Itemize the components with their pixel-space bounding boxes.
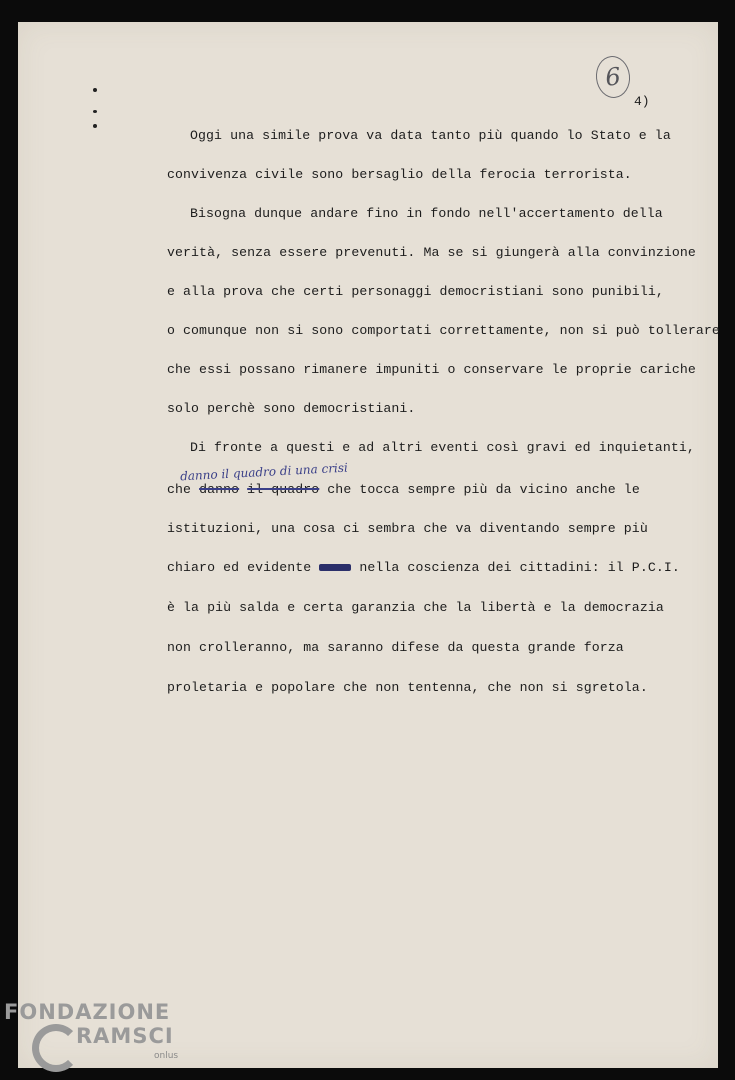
watermark-line1: FONDAZIONE <box>4 1000 171 1024</box>
document-page <box>18 22 718 1068</box>
text-line-corrected <box>167 482 640 497</box>
page-number: 4) <box>634 94 650 109</box>
text-line: convivenza civile sono bersaglio della ferocia terrorista. <box>167 167 632 182</box>
fondazione-gramsci-watermark <box>4 1000 194 1078</box>
text-line: proletaria e popolare che non tentenna, che non si sgretola. <box>167 680 648 695</box>
text-line: solo perchè sono democristiani. <box>167 401 416 416</box>
struck-word: il quadro <box>247 482 320 497</box>
struck-word <box>319 564 351 571</box>
text-line: verità, senza essere prevenuti. Ma se si giungerà alla convinzione <box>167 245 696 260</box>
punch-hole-mark <box>93 124 97 128</box>
text-line: non crolleranno, ma saranno difese da questa grande forza <box>167 640 624 655</box>
text-line-corrected <box>167 560 680 575</box>
text-line: Bisogna dunque andare fino in fondo nell'accertamento della <box>190 206 663 221</box>
text-line: è la più salda e certa garanzia che la libertà e la democrazia <box>167 600 664 615</box>
line-suffix: che tocca sempre più da vicino anche le <box>319 482 640 497</box>
punch-hole-mark <box>93 110 97 113</box>
line-prefix: chiaro ed evidente <box>167 560 320 575</box>
struck-word: danno <box>199 482 240 497</box>
handwritten-insertion: danno il quadro di una crisi <box>179 460 349 484</box>
circled-page-number-text: 6 <box>603 62 623 92</box>
text-line: Oggi una simile prova va data tanto più quando lo Stato e la <box>190 128 671 143</box>
watermark-g-icon <box>32 1024 80 1072</box>
punch-hole-mark <box>93 88 97 92</box>
circled-page-number <box>594 54 632 99</box>
text-line: e alla prova che certi personaggi democristiani sono punibili, <box>167 284 664 299</box>
text-line: che essi possano rimanere impuniti o conservare le proprie cariche <box>167 362 696 377</box>
line-prefix: che <box>167 482 200 497</box>
text-line: o comunque non si sono comportati correttamente, non si può tollerare <box>167 323 720 338</box>
line-suffix: nella coscienza dei cittadini: il P.C.I. <box>351 560 680 575</box>
watermark-line2: RAMSCI <box>76 1024 174 1048</box>
text-line: Di fronte a questi e ad altri eventi così gravi ed inquietanti, <box>190 440 695 455</box>
text-line: istituzioni, una cosa ci sembra che va diventando sempre più <box>167 521 648 536</box>
watermark-suffix: onlus <box>154 1051 179 1061</box>
